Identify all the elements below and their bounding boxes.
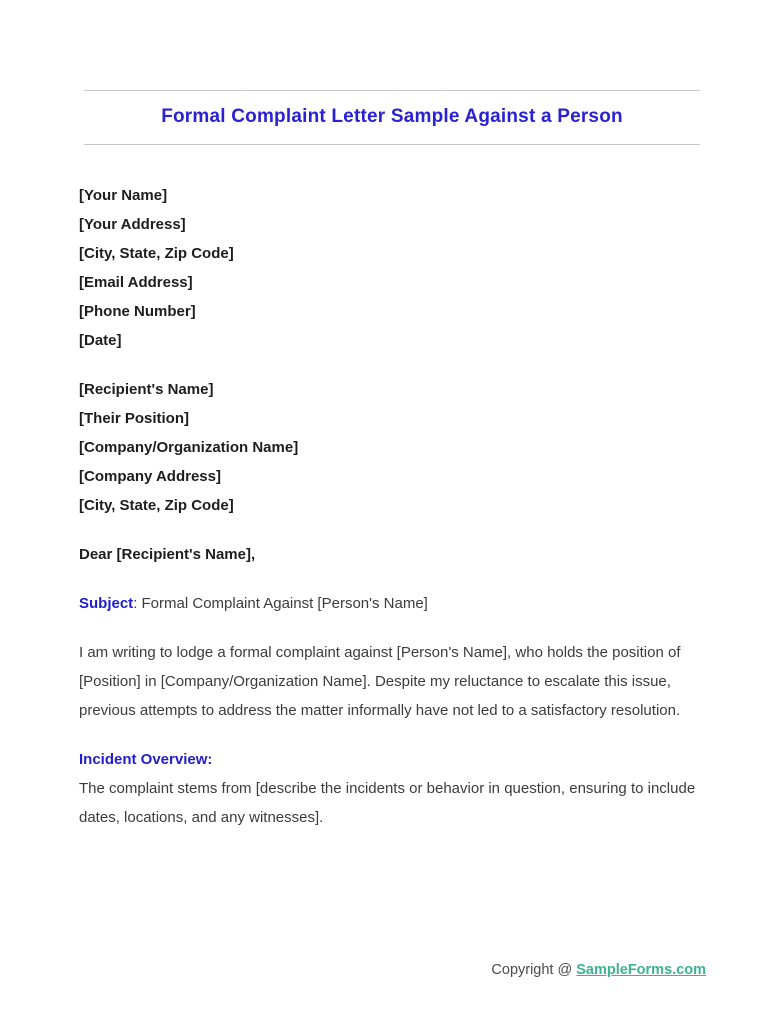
letter-header	[0, 90, 784, 145]
salutation-block	[79, 540, 705, 569]
subject-label: Subject	[79, 595, 134, 612]
intro-paragraph-block	[79, 638, 705, 725]
recipient-block	[79, 375, 705, 520]
recipient-position-line: [Their Position]	[79, 410, 189, 427]
sender-block	[79, 181, 705, 355]
sender-name-line: [Your Name]	[79, 187, 168, 204]
sender-city-line: [City, State, Zip Code]	[79, 245, 234, 262]
recipient-company-line: [Company/Organization Name]	[79, 439, 299, 456]
page-title: Formal Complaint Letter Sample Against a Person	[161, 106, 623, 127]
sender-address-line: [Your Address]	[79, 216, 186, 233]
recipient-city-line: [City, State, Zip Code]	[79, 497, 234, 514]
footer	[491, 962, 706, 978]
copyright-text: Copyright @	[491, 962, 577, 978]
sender-phone-line: [Phone Number]	[79, 303, 196, 320]
incident-overview-heading: Incident Overview:	[79, 751, 213, 768]
subject-block	[79, 589, 705, 618]
sender-date-line: [Date]	[79, 332, 122, 349]
incident-overview-text: The complaint stems from [describe the incidents or behavior in question, ensuring to include dates, locations, and any witnesses].	[79, 780, 696, 826]
recipient-company-address-line: [Company Address]	[79, 468, 221, 485]
intro-paragraph: I am writing to lodge a formal complaint against [Person's Name], who holds the position of [Position] in [Company/Organization Name]. Despite my reluctance to escalate this issue, previous attempts to address the matter informally have not led to a satisfactory resolution.	[79, 644, 681, 719]
recipient-name-line: [Recipient's Name]	[79, 381, 214, 398]
header-rule-bottom	[84, 144, 700, 145]
letter-body	[0, 181, 784, 832]
brand-link[interactable]: SampleForms.com	[576, 962, 706, 978]
subject-line	[79, 589, 705, 618]
sender-email-line: [Email Address]	[79, 274, 193, 291]
subject-text: : Formal Complaint Against [Person's Name]	[133, 595, 428, 612]
salutation-line: Dear [Recipient's Name],	[79, 546, 256, 563]
incident-overview-block	[79, 745, 705, 832]
